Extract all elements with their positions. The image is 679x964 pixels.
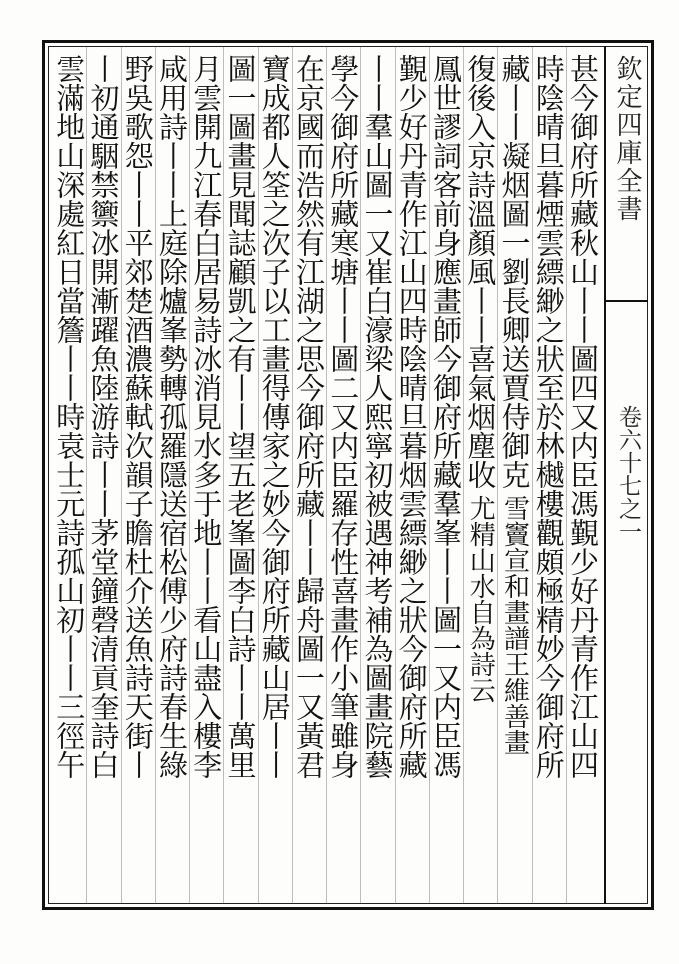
text-column-5: 鳳世謬詞客前身應畫師今御府所藏羣峯丨丨圖一又内臣馮	[429, 54, 463, 779]
banxin-juan-number: 卷六十七之一	[615, 405, 641, 543]
column-divider	[258, 46, 259, 904]
inline-note-3: 雪竇宣和畫譜王維善畫	[499, 495, 530, 755]
column-divider	[155, 46, 156, 904]
column-divider	[497, 46, 498, 904]
column-divider	[292, 46, 293, 904]
text-column-13: 咸用詩丨丨上庭除爐峯勢轉孤羅隱送宿松傅少府詩春生綠	[155, 54, 189, 779]
column-divider	[395, 46, 396, 904]
text-column-12: 月雲開九江春白居易詩冰消見水多于地丨丨看山盡入樓李	[189, 54, 224, 779]
text-column-7: 丨丨羣山圖一又崔白濠梁人熙寧初被遇神考補為圖畫院藝	[360, 54, 395, 779]
column-divider	[223, 46, 224, 904]
text-column-16: 雲滿地山深處紅日當簷丨丨時袁士元詩孤山初丨丨三徑午	[52, 54, 87, 779]
fishtail-mark	[604, 300, 648, 302]
text-column-11: 圖一圖畫見聞誌顧凱之有丨丨望五老峯圖李白詩丨丨萬里	[223, 54, 258, 779]
column-divider	[360, 46, 361, 904]
text-column-6: 覲少好丹青作江山四時陰晴旦暮烟雲縹緲之狀今御府所藏	[394, 54, 429, 779]
column-divider	[189, 46, 190, 904]
column-divider	[121, 46, 122, 904]
column-divider	[532, 46, 533, 904]
text-column-1: 甚今御府所藏秋山丨丨圖四又内臣馮覲少好丹青作江山四	[566, 54, 600, 779]
column-divider	[566, 46, 567, 904]
column-divider	[463, 46, 464, 904]
text-column-15: 丨初通駰禁籞冰開漸躍魚陸游詩丨丨茅堂鐘磬清貢奎詩白	[86, 54, 121, 779]
text-column-4: 復後入京詩溫顏風丨丨喜氣烟塵收	[463, 54, 498, 489]
column-divider	[429, 46, 430, 904]
column-divider	[326, 46, 327, 904]
text-column-2: 時陰晴旦暮煙雲縹緲之狀至於林樾樓觀頗極精妙今御府所	[531, 54, 566, 779]
text-column-9: 在京國而浩然有江湖之思今御府所藏丨丨歸舟圖一又黃君	[292, 54, 326, 779]
text-column-14: 野吳歌怨丨丨平郊楚酒濃蘇軾次韻子瞻杜介送魚詩天街丨	[120, 54, 155, 779]
banxin-title: 欽定四庫全書	[612, 55, 642, 223]
column-divider	[86, 46, 87, 904]
inline-note-4: 尤精山水自為詩云	[465, 495, 496, 703]
text-column-8: 學今御府所藏寒塘丨丨圖二又内臣羅存性喜畫作小筆雖身	[326, 54, 361, 779]
text-column-3: 藏丨丨凝烟圖一劉長卿送賈侍御克	[497, 54, 532, 489]
text-column-10: 寶成都人筌之次子以工畫得傳家之妙今御府所藏山居丨丨	[257, 54, 292, 779]
